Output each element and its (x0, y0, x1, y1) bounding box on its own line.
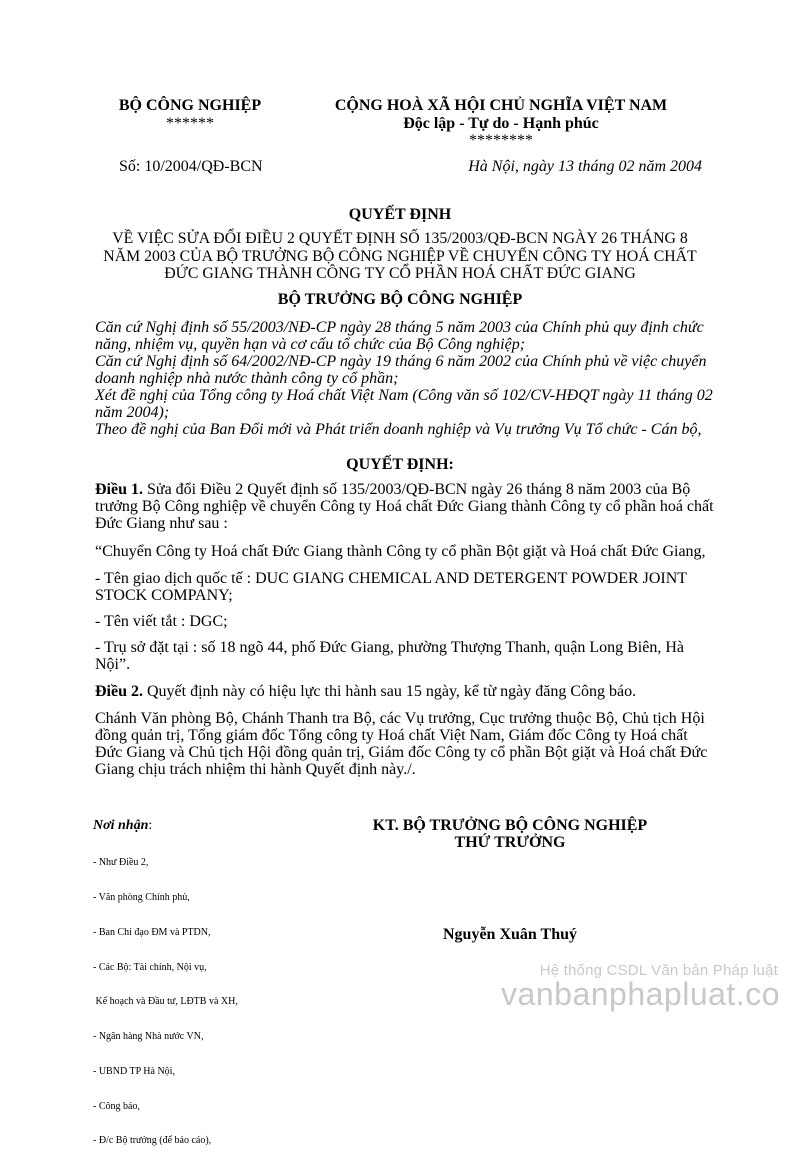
preamble (95, 319, 735, 438)
article-1-label: Điều 1. (95, 481, 143, 498)
recipient-item: - Đ/c Bộ trưởng (để báo cáo), (93, 1135, 212, 1147)
recipient-item: - Các Bộ: Tài chính, Nội vụ, (93, 961, 207, 973)
recipient-item: Kế hoạch và Đầu tư, LĐTB và XH, (93, 996, 238, 1008)
decision-heading: QUYẾT ĐỊNH: (346, 456, 454, 473)
responsibility-line: đồng quản trị, Tổng giám đốc Tổng công ty Hoá chất Việt Nam, Giám đốc Công ty Hoá chất (95, 727, 688, 744)
recipients-colon: : (148, 818, 153, 833)
preamble-line: năm 2004); (95, 404, 170, 421)
preamble-line: năng, nhiệm vụ, quyền hạn và cơ cấu tổ chức của Bộ Công nghiệp; (95, 336, 526, 353)
preamble-line: Căn cứ Nghị định số 55/2003/NĐ-CP ngày 28 tháng 5 năm 2003 của Chính phủ quy định chức (95, 319, 704, 336)
watermark-caption: Hệ thống CSDL Văn bản Pháp luật (539, 962, 778, 979)
decision-subject (60, 230, 740, 283)
recipients-heading (93, 818, 152, 834)
recipient-item: - Ban Chỉ đạo ĐM và PTDN, (93, 926, 211, 938)
responsibility-line: Chánh Văn phòng Bộ, Chánh Thanh tra Bộ, các Vụ trưởng, Cục trưởng thuộc Bộ, Chủ tịch Hội (95, 710, 705, 727)
recipient-item: - Văn phòng Chính phủ, (93, 891, 190, 903)
signature-title: KT. BỘ TRƯỞNG BỘ CÔNG NGHIỆP (372, 817, 648, 834)
preamble-line: Căn cứ Nghị định số 64/2002/NĐ-CP ngày 19 tháng 6 năm 2002 của Chính phủ về việc chuyển (95, 353, 707, 370)
preamble-line: Xét đề nghị của Tổng công ty Hoá chất Việt Nam (Công văn số 102/CV-HĐQT ngày 11 tháng 02 (95, 387, 713, 404)
subject-line: ĐỨC GIANG THÀNH CÔNG TY CỔ PHẦN HOÁ CHẤT ĐỨC GIANG (164, 265, 636, 282)
article-1 (95, 481, 735, 532)
country-name: CỘNG HOÀ XÃ HỘI CHỦ NGHĨA VIỆT NAM (334, 97, 668, 114)
preamble-line: doanh nghiệp nhà nước thành công ty cổ phần; (95, 370, 399, 387)
article-1-line: Đức Giang như sau : (95, 515, 228, 532)
abbreviation: - Tên viết tắt : DGC; (95, 613, 228, 630)
recipient-item: - Công báo, (93, 1100, 140, 1112)
address-line: - Trụ sở đặt tại : số 18 ngõ 44, phố Đức Giang, phường Thượng Thanh, quận Long Biên, Hà (95, 639, 684, 656)
issuing-authority: BỘ TRƯỞNG BỘ CÔNG NGHIỆP (277, 291, 523, 308)
ministry-stars: ****** (166, 115, 214, 132)
trade-name (95, 570, 735, 604)
signer-name: Nguyễn Xuân Thuý (443, 926, 577, 943)
article-2 (95, 683, 735, 700)
article-2-label: Điều 2. (95, 683, 143, 700)
recipient-item: - Như Điều 2, (93, 857, 149, 869)
document-number: Số: 10/2004/QĐ-BCN (119, 158, 263, 175)
responsibility-clause (95, 710, 735, 778)
trade-name-line: - Tên giao dịch quốc tế : DUC GIANG CHEMICAL AND DETERGENT POWDER JOINT (95, 570, 688, 587)
signature-position: THỨ TRƯỞNG (454, 834, 566, 851)
trade-name-line: STOCK COMPANY; (95, 587, 233, 604)
decision-title: QUYẾT ĐỊNH (348, 206, 452, 223)
head-office-address (95, 639, 735, 673)
recipients-list (93, 834, 313, 1159)
article-1-text: Sửa đổi Điều 2 Quyết định số 135/2003/QĐ-BCN ngày 26 tháng 8 năm 2003 của Bộ (143, 481, 691, 498)
ministry-name: BỘ CÔNG NGHIỆP (118, 97, 262, 114)
recipient-item: - Ngân hàng Nhà nước VN, (93, 1031, 204, 1043)
responsibility-line: Đức Giang và Chủ tịch Hội đồng quản trị, Giám đốc Công ty cổ phần Bột giặt và Hoá chất Đức (95, 744, 708, 761)
address-line: Nội”. (95, 656, 131, 673)
motto-stars: ******** (469, 132, 533, 149)
responsibility-line: Giang chịu trách nhiệm thi hành Quyết định này./. (95, 761, 416, 778)
motto: Độc lập - Tự do - Hạnh phúc (403, 115, 599, 132)
recipient-item: - UBND TP Hà Nội, (93, 1065, 175, 1077)
watermark-site: vanbanphapluat.co (501, 976, 780, 1012)
place-date: Hà Nội, ngày 13 tháng 02 năm 2004 (468, 158, 702, 175)
preamble-line: Theo đề nghị của Ban Đổi mới và Phát triển doanh nghiệp và Vụ trưởng Vụ Tổ chức - Cán bộ, (95, 421, 702, 438)
article-1-line: trưởng Bộ Công nghiệp về chuyển Công ty Hoá chất Đức Giang thành Công ty cổ phần hoá chất (95, 498, 714, 515)
article-1-quote: “Chuyển Công ty Hoá chất Đức Giang thành Công ty cổ phần Bột giặt và Hoá chất Đức Giang, (95, 543, 706, 560)
subject-line: NĂM 2003 CỦA BỘ TRƯỞNG BỘ CÔNG NGHIỆP VỀ CHUYỂN CÔNG TY HOÁ CHẤT (103, 247, 697, 265)
recipients-label: Nơi nhận (93, 818, 149, 833)
article-2-text: Quyết định này có hiệu lực thi hành sau 15 ngày, kể từ ngày đăng Công báo. (143, 683, 637, 700)
subject-line: VỀ VIỆC SỬA ĐỔI ĐIỀU 2 QUYẾT ĐỊNH SỐ 135/2003/QĐ-BCN NGÀY 26 THÁNG 8 (112, 230, 688, 247)
